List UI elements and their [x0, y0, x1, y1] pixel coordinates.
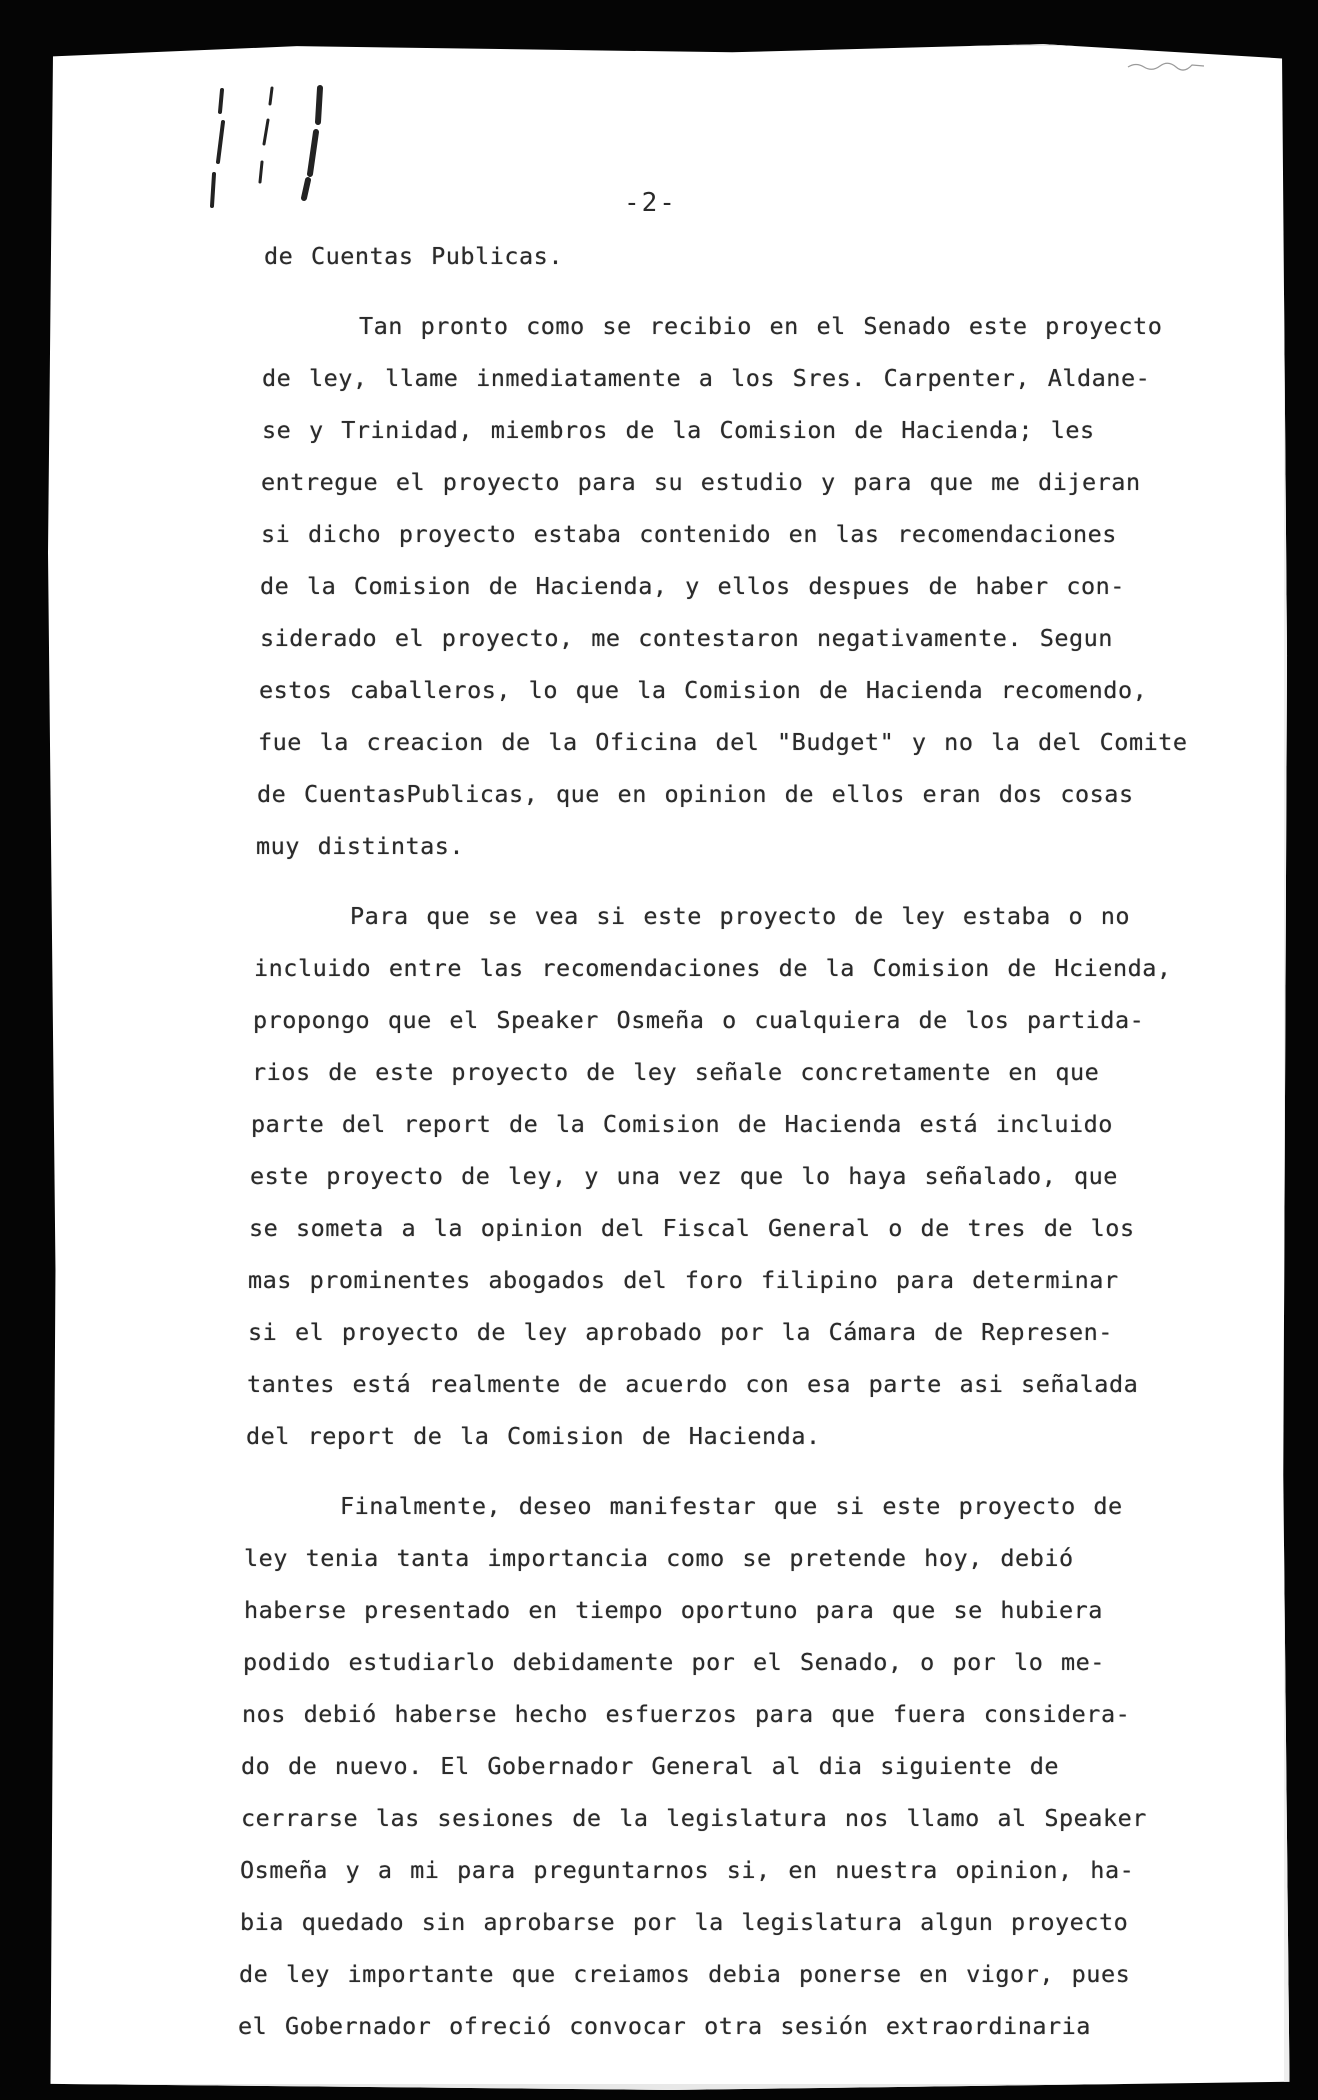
- document-body: [238, 230, 1202, 2052]
- corner-pencil-note: [1126, 58, 1206, 72]
- text-line: entregue el proyecto para su estudio y para que me dijeran: [261, 468, 1141, 496]
- text-line: bia quedado sin aprobarse por la legislatura algun proyecto: [240, 1908, 1129, 1936]
- text-line: se y Trinidad, miembros de la Comision de Hacienda; les: [262, 416, 1095, 444]
- text-line: Osmeña y a mi para preguntarnos si, en nuestra opinion, ha-: [240, 1856, 1135, 1884]
- text-line: del report de la Comision de Hacienda.: [246, 1422, 821, 1450]
- text-line: mas prominentes abogados del foro filipino para determinar: [248, 1266, 1119, 1294]
- text-line: Finalmente, deseo manifestar que si este proyecto de: [340, 1492, 1123, 1520]
- text-line: de ley, llame inmediatamente a los Sres. Carpenter, Aldane-: [262, 364, 1151, 392]
- text-line: rios de este proyecto de ley señale concretamente en que: [252, 1058, 1100, 1086]
- text-line: de Cuentas Publicas.: [264, 242, 563, 270]
- text-line: el Gobernador ofreció convocar otra sesión extraordinaria: [238, 2012, 1091, 2040]
- handwritten-tally-marks: [190, 82, 340, 222]
- text-line: Para que se vea si este proyecto de ley estaba o no: [350, 902, 1131, 930]
- page-number: -2-: [624, 188, 677, 218]
- text-line: de CuentasPublicas, que en opinion de ellos eran dos cosas: [257, 780, 1134, 808]
- text-line: do de nuevo. El Gobernador General al dia siguiente de: [241, 1752, 1060, 1780]
- text-line: siderado el proyecto, me contestaron negativamente. Segun: [260, 624, 1113, 652]
- text-line: parte del report de la Comision de Hacienda está incluido: [251, 1110, 1113, 1138]
- text-line: podido estudiarlo debidamente por el Senado, o por lo me-: [243, 1648, 1105, 1676]
- text-line: este proyecto de ley, y una vez que lo haya señalado, que: [250, 1162, 1118, 1190]
- text-line: si el proyecto de ley aprobado por la Cámara de Represen-: [248, 1318, 1113, 1346]
- text-line: muy distintas.: [256, 832, 465, 860]
- text-line: ley tenia tanta importancia como se pretende hoy, debió: [244, 1544, 1074, 1572]
- text-line: nos debió haberse hecho esfuerzos para que fuera considera-: [242, 1700, 1131, 1728]
- text-line: se someta a la opinion del Fiscal General o de tres de los: [249, 1214, 1135, 1242]
- text-line: fue la creacion de la Oficina del "Budget" y no la del Comite: [258, 728, 1188, 756]
- text-line: Tan pronto como se recibio en el Senado este proyecto: [359, 312, 1163, 340]
- text-line: tantes está realmente de acuerdo con esa parte asi señalada: [247, 1370, 1139, 1398]
- text-line: de la Comision de Hacienda, y ellos despues de haber con-: [260, 572, 1125, 600]
- text-line: si dicho proyecto estaba contenido en las recomendaciones: [261, 520, 1117, 548]
- text-line: cerrarse las sesiones de la legislatura nos llamo al Speaker: [241, 1804, 1147, 1832]
- text-line: incluido entre las recomendaciones de la Comision de Hcienda,: [254, 954, 1172, 982]
- text-line: estos caballeros, lo que la Comision de Hacienda recomendo,: [259, 676, 1148, 704]
- text-line: de ley importante que creiamos debia ponerse en vigor, pues: [239, 1960, 1131, 1988]
- text-line: propongo que el Speaker Osmeña o cualquiera de los partida-: [253, 1006, 1145, 1034]
- text-line: haberse presentado en tiempo oportuno para que se hubiera: [244, 1596, 1103, 1624]
